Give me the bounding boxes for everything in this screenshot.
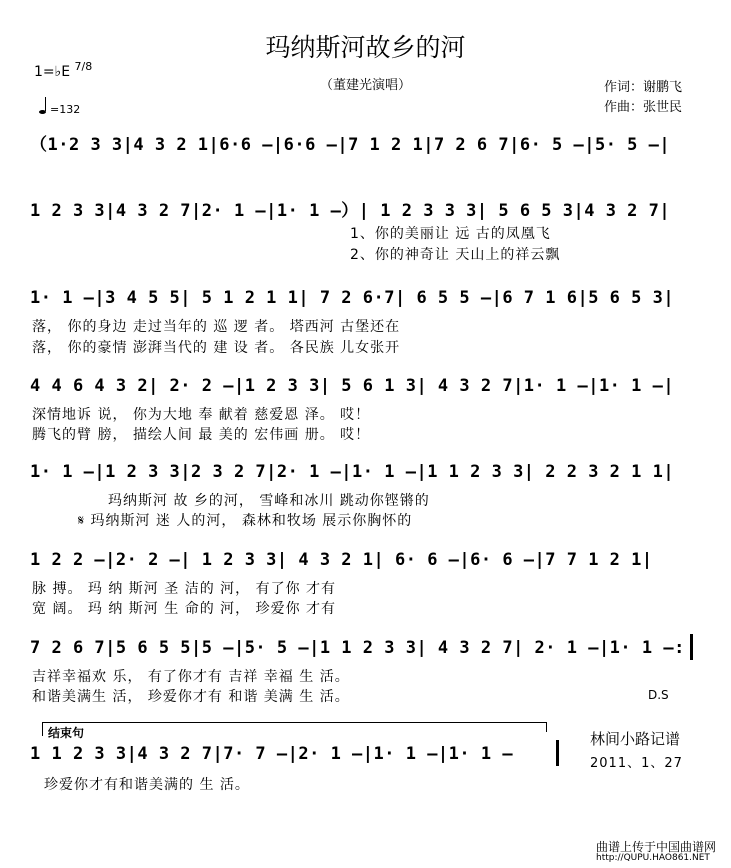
transcription-date: 2011、1、27 <box>590 756 683 771</box>
ending-label: 结束句 <box>48 726 85 740</box>
ending-bracket-right <box>546 722 547 732</box>
lyric-line-2-verse-1: 1、你的美丽让 远 古的凤凰飞 <box>350 226 551 242</box>
tempo-marking: =132 <box>50 103 81 116</box>
singer-credit: （董建光演唱） <box>319 78 411 93</box>
lyric-line-4-verse-1: 深情地诉 说， 你为大地 奉 献着 慈爱恩 泽。 哎！ <box>32 407 371 423</box>
lyric-line-5-verse-2: 𝄋 玛纳斯河 迷 人的河， 森林和牧场 展示你胸怀的 <box>78 513 413 529</box>
score-line-ending: 1 1 2 3 3|4 3 2 7|7· 7 —|2· 1 —|1· 1 —|1· 1 — <box>30 744 514 764</box>
transcriber-credit: 林间小路记谱 <box>590 730 681 748</box>
dal-segno-marking: D.S <box>648 688 669 702</box>
time-signature: 7/8 <box>74 60 93 73</box>
score-line-3: 1· 1 —|3 4 5 5| 5 1 2 1 1| 7 2 6·7| 6 5 5 —|6 7 1 6|5 6 5 3| <box>30 288 675 308</box>
ending-bracket-left <box>42 722 43 736</box>
lyric-line-3-verse-2: 落， 你的豪情 澎湃当代的 建 设 者。 各民族 儿女张开 <box>32 340 401 356</box>
lyric-line-6-verse-2: 宽 阔。 玛 纳 斯河 生 命的 河， 珍爱你 才有 <box>32 601 337 617</box>
ending-bracket-line <box>42 722 547 723</box>
quarter-note-icon <box>45 97 46 111</box>
score-line-5: 1· 1 —|1 2 3 3|2 3 2 7|2· 1 —|1· 1 —|1 1 2 3 3| 2 2 3 2 1 1| <box>30 462 675 482</box>
repeat-end-barline <box>690 634 693 660</box>
lyric-line-4-verse-2: 腾飞的臂 膀， 描绘人间 最 美的 宏伟画 册。 哎！ <box>32 427 371 443</box>
lyric-line-7-verse-2: 和谐美满生 活， 珍爱你才有 和谐 美满 生 活。 <box>32 689 350 705</box>
key-signature <box>34 60 93 80</box>
lyric-line-ending: 珍爱你才有和谐美满的 生 活。 <box>44 777 250 793</box>
lyric-line-3-verse-1: 落， 你的身边 走过当年的 巡 逻 者。 塔西河 古堡还在 <box>32 319 401 335</box>
score-line-4: 4 4 6 4 3 2| 2· 2 —|1 2 3 3| 5 6 1 3| 4 3 2 7|1· 1 —|1· 1 —| <box>30 376 675 396</box>
score-line-6: 1 2 2 —|2· 2 —| 1 2 3 3| 4 3 2 1| 6· 6 —|6· 6 —|7 7 1 2 1| <box>30 550 653 570</box>
score-line-2: 1 2 3 3|4 3 2 7|2· 1 —|1· 1 —）| 1 2 3 3 3| 5 6 5 3|4 3 2 7| <box>30 201 671 221</box>
lyric-line-6-verse-1: 脉 搏。 玛 纳 斯河 圣 洁的 河， 有了你 才有 <box>32 581 337 597</box>
composer-credit: 作曲：张世民 <box>604 100 683 115</box>
lyric-line-2-verse-2: 2、你的神奇让 天山上的祥云飘 <box>350 247 561 263</box>
song-title: 玛纳斯河故乡的河 <box>265 33 466 62</box>
lyric-line-5-verse-1: 玛纳斯河 故 乡的河， 雪峰和冰川 跳动你铿锵的 <box>108 493 430 509</box>
key-label: 1=♭E <box>34 64 71 80</box>
final-barline <box>556 740 559 766</box>
lyricist-credit: 作词：谢鹏飞 <box>604 80 683 95</box>
score-line-7: 7 2 6 7|5 6 5 5|5 —|5· 5 —|1 1 2 3 3| 4 3 2 7| 2· 1 —|1· 1 —: <box>30 638 685 658</box>
quarter-note-head <box>39 110 46 114</box>
site-watermark: 曲谱上传于中国曲谱网 <box>596 840 717 854</box>
site-watermark-url: http://QUPU.HAO861.NET <box>596 853 710 863</box>
lyric-line-7-verse-1: 吉祥幸福欢 乐， 有了你才有 吉祥 幸福 生 活。 <box>32 669 350 685</box>
score-line-1: （1·2 3 3|4 3 2 1|6·6 —|6·6 —|7 1 2 1|7 2 6 7|6· 5 —|5· 5 —| <box>30 135 671 155</box>
